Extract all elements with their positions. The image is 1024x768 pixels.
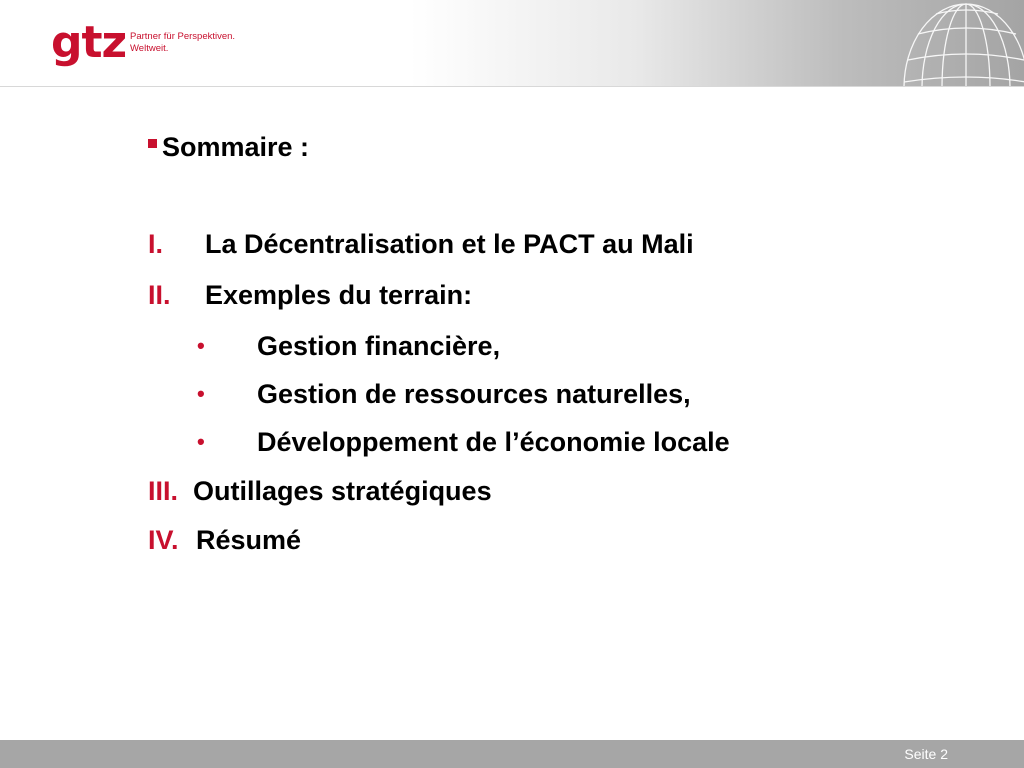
footer-bar <box>0 740 1024 768</box>
gtz-logo: gtz <box>51 17 127 68</box>
list-item-label: Outillages stratégiques <box>193 476 492 506</box>
bullet-icon: • <box>197 333 205 358</box>
summary-heading-text: Sommaire : <box>162 132 310 162</box>
list-item-number: I. <box>148 229 164 259</box>
sub-list-item-label: Gestion financière, <box>257 331 501 361</box>
list-item-number: II. <box>148 280 171 310</box>
tagline-line-2: Weltweit. <box>130 43 169 54</box>
square-bullet-icon <box>148 139 157 148</box>
list-item-number: III. <box>148 476 179 506</box>
sub-list-item-label: Gestion de ressources naturelles, <box>257 379 691 409</box>
list-item-label: Résumé <box>196 525 302 555</box>
sub-list-item-label: Développement de l’économie locale <box>257 427 730 457</box>
summary-heading <box>148 129 309 165</box>
list-item-label: Exemples du terrain: <box>205 280 473 310</box>
bullet-icon: • <box>197 429 205 454</box>
list-item-number: IV. <box>148 525 179 555</box>
tagline-line-1: Partner für Perspektiven. <box>130 31 236 42</box>
bullet-icon: • <box>197 381 205 406</box>
page-number: Seite 2 <box>904 746 948 762</box>
list-item-label: La Décentralisation et le PACT au Mali <box>205 229 694 259</box>
